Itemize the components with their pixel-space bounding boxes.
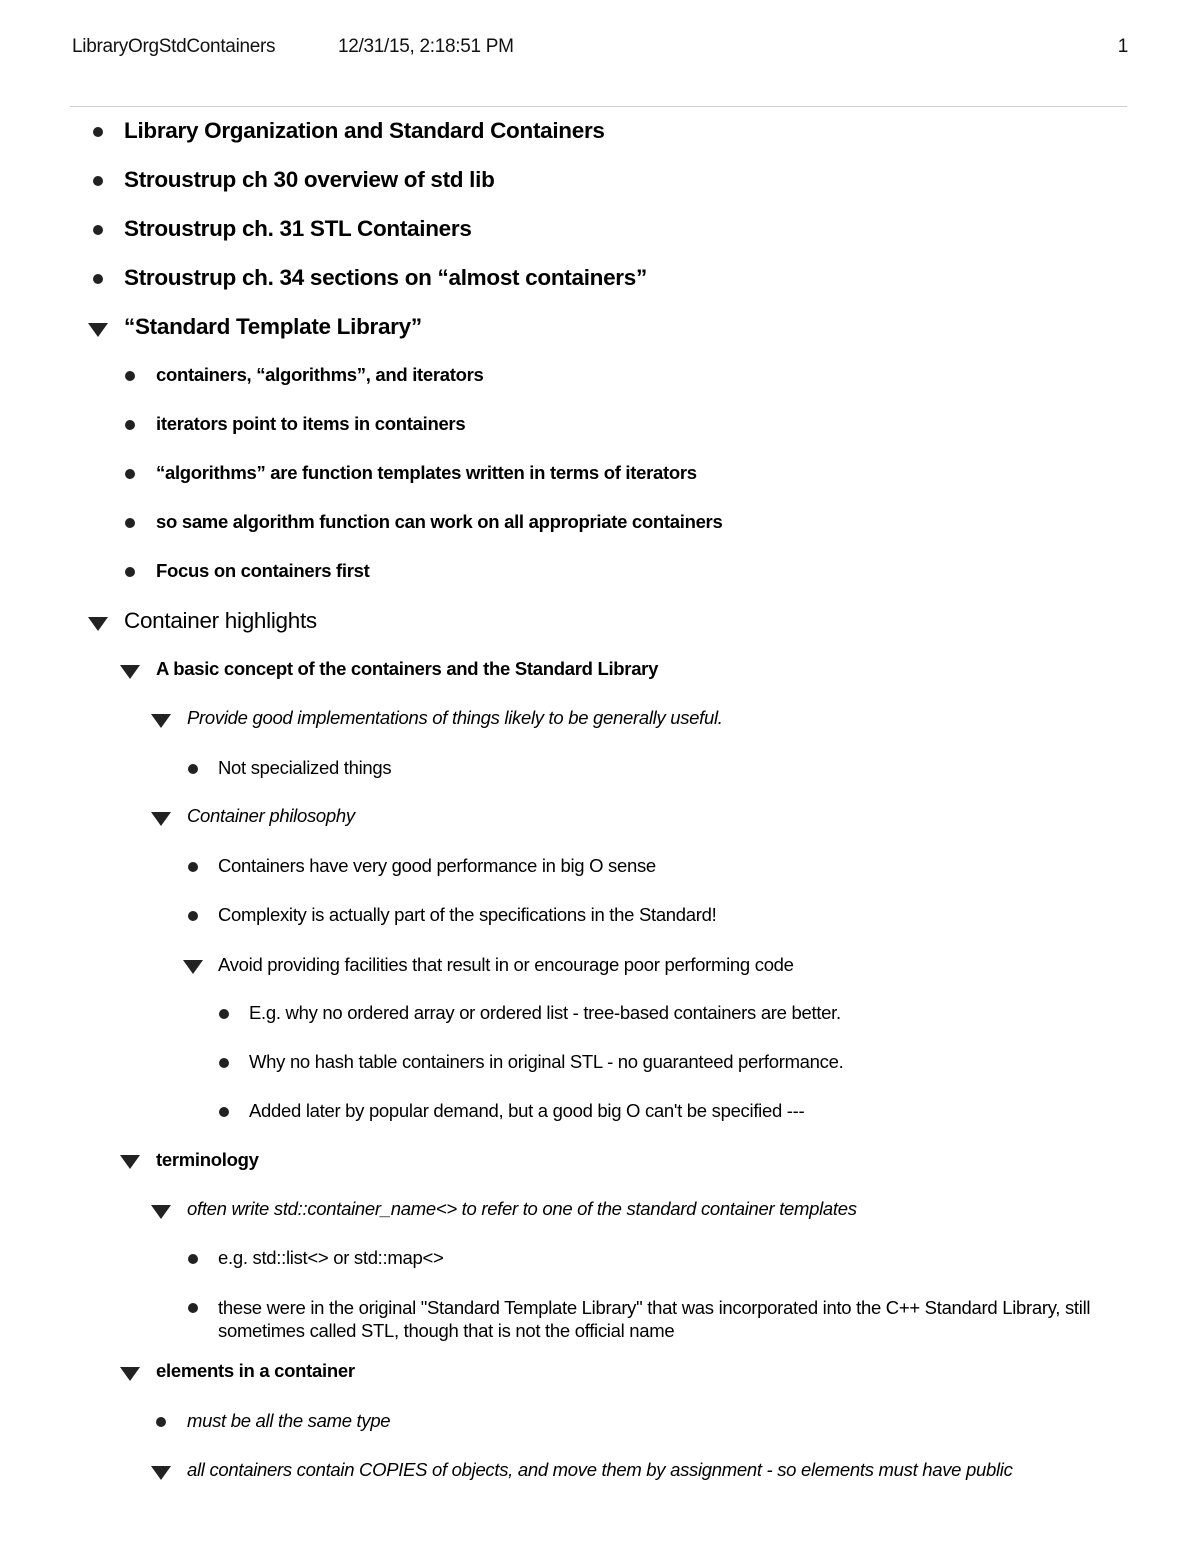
outline-text: Container philosophy	[187, 805, 355, 826]
expand-triangle-icon[interactable]	[88, 323, 108, 337]
expand-triangle-icon[interactable]	[183, 960, 203, 974]
bullet-icon	[219, 1058, 229, 1068]
expand-triangle-icon[interactable]	[151, 812, 171, 826]
outline-text: Provide good implementations of things likely to be generally useful.	[187, 707, 723, 728]
expand-triangle-icon[interactable]	[88, 617, 108, 631]
header-divider	[70, 106, 1127, 107]
bullet-icon	[125, 371, 135, 381]
bullet-icon	[219, 1009, 229, 1019]
outline-text: elements in a container	[156, 1360, 355, 1381]
outline-text: Stroustrup ch. 34 sections on “almost containers”	[124, 265, 647, 290]
bullet-icon	[219, 1107, 229, 1117]
bullet-icon	[188, 1254, 198, 1264]
document-title: LibraryOrgStdContainers	[72, 36, 276, 57]
outline-text: these were in the original "Standard Template Library" that was incorporated into the C++ Standard Library, still sometimes called STL, though that is not the official name	[218, 1297, 1091, 1341]
outline-text: Complexity is actually part of the specifications in the Standard!	[218, 904, 717, 925]
outline-text: Container highlights	[124, 608, 317, 633]
outline-text: iterators point to items in containers	[156, 413, 466, 434]
outline-text: Stroustrup ch. 31 STL Containers	[124, 216, 472, 241]
outline-text: e.g. std::list<> or std::map<>	[218, 1247, 444, 1268]
bullet-icon	[188, 911, 198, 921]
bullet-icon	[93, 127, 103, 137]
page-number: 1	[1117, 36, 1128, 57]
outline-text: terminology	[156, 1149, 259, 1170]
bullet-icon	[93, 176, 103, 186]
bullet-icon	[125, 469, 135, 479]
outline-text: Why no hash table containers in original STL - no guaranteed performance.	[249, 1051, 844, 1072]
outline-text: so same algorithm function can work on all appropriate containers	[156, 511, 723, 532]
expand-triangle-icon[interactable]	[151, 1466, 171, 1480]
outline-text: Added later by popular demand, but a good big O can't be specified ---	[249, 1100, 805, 1121]
print-timestamp: 12/31/15, 2:18:51 PM	[338, 36, 514, 57]
expand-triangle-icon[interactable]	[120, 665, 140, 679]
outline-text: Avoid providing facilities that result in or encourage poor performing code	[218, 954, 794, 975]
outline-text: Stroustrup ch 30 overview of std lib	[124, 167, 495, 192]
bullet-icon	[188, 764, 198, 774]
outline-text: A basic concept of the containers and the Standard Library	[156, 658, 659, 679]
outline-text: must be all the same type	[187, 1410, 391, 1431]
outline-text: Not specialized things	[218, 757, 392, 778]
expand-triangle-icon[interactable]	[120, 1367, 140, 1381]
outline-text: Containers have very good performance in big O sense	[218, 855, 656, 876]
outline-text: Focus on containers first	[156, 560, 370, 581]
bullet-icon	[125, 567, 135, 577]
expand-triangle-icon[interactable]	[151, 714, 171, 728]
outline-text: all containers contain COPIES of objects, and move them by assignment - so elements must have public	[187, 1459, 1013, 1480]
outline-text: containers, “algorithms”, and iterators	[156, 364, 484, 385]
bullet-icon	[125, 518, 135, 528]
bullet-icon	[156, 1417, 166, 1427]
bullet-icon	[93, 274, 103, 284]
outline-text: “algorithms” are function templates written in terms of iterators	[156, 462, 697, 483]
expand-triangle-icon[interactable]	[120, 1155, 140, 1169]
outline-text: “Standard Template Library”	[124, 314, 422, 339]
bullet-icon	[93, 225, 103, 235]
outline-text: often write std::container_name<> to refer to one of the standard container templates	[187, 1198, 857, 1219]
expand-triangle-icon[interactable]	[151, 1205, 171, 1219]
outline-text: E.g. why no ordered array or ordered list - tree-based containers are better.	[249, 1002, 841, 1023]
bullet-icon	[188, 1303, 198, 1313]
bullet-icon	[188, 862, 198, 872]
bullet-icon	[125, 420, 135, 430]
outline-text: Library Organization and Standard Containers	[124, 118, 605, 143]
